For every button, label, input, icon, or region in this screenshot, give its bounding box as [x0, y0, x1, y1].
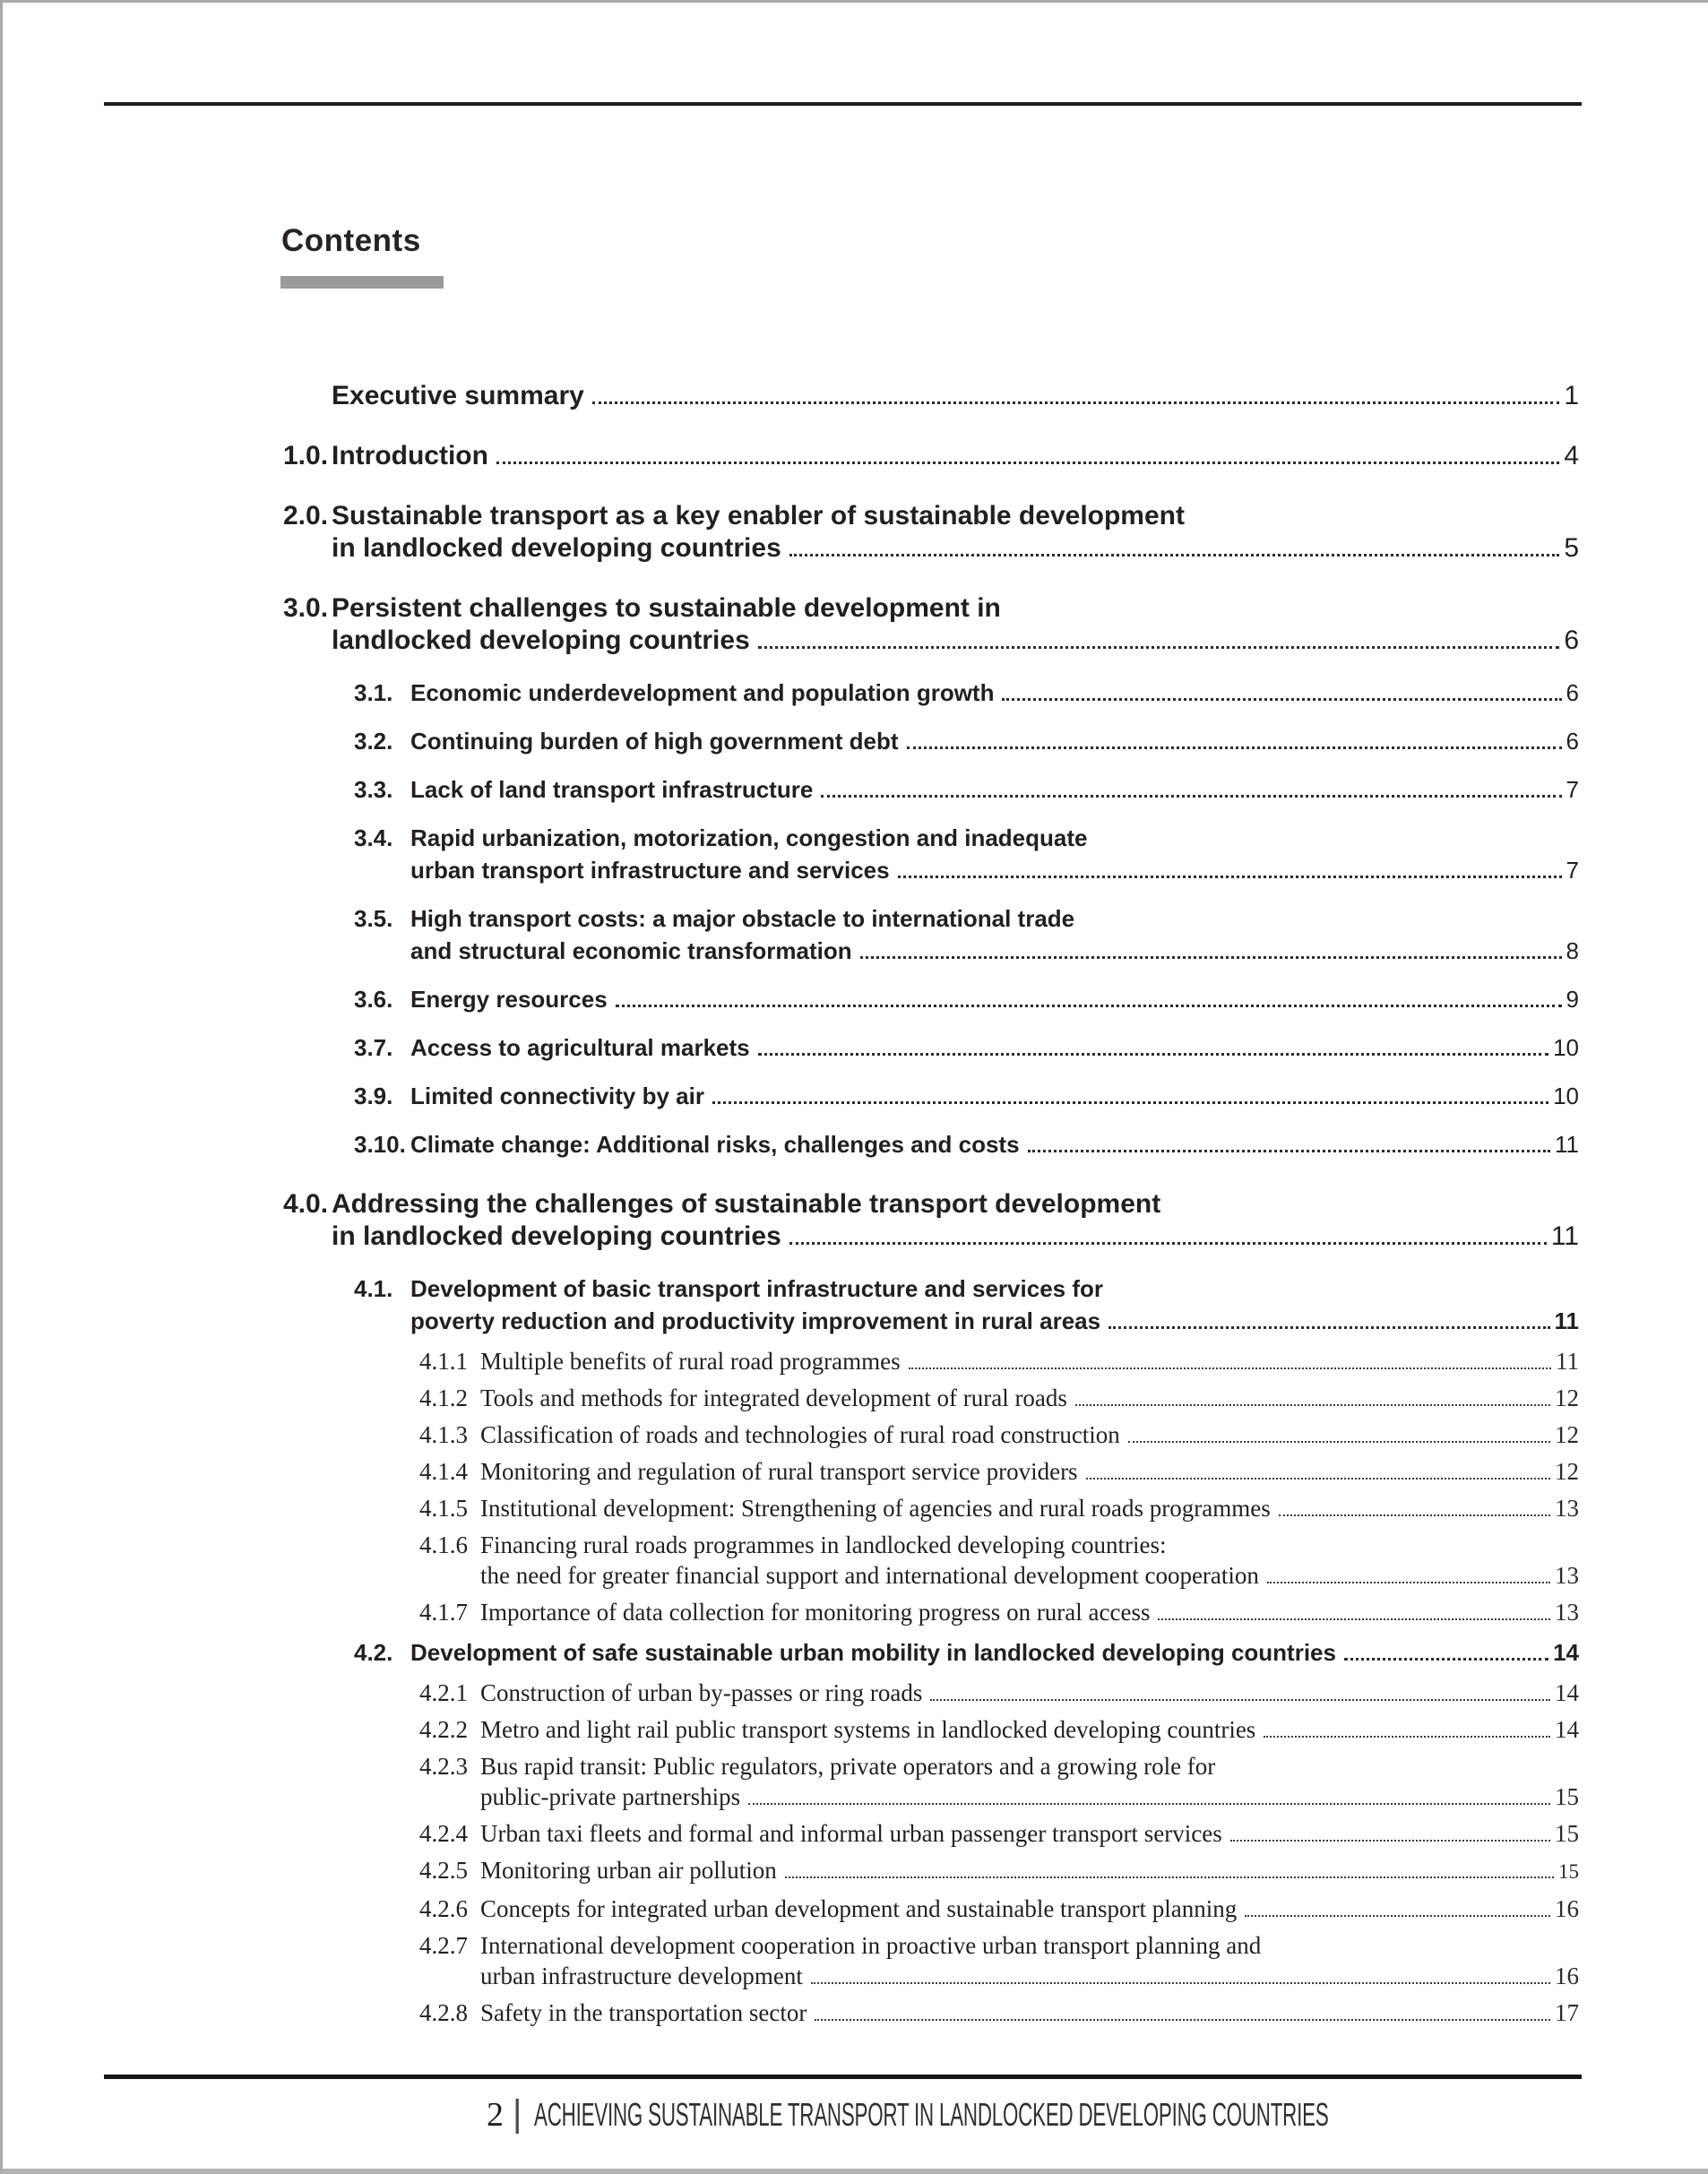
page-title: Contents	[281, 223, 421, 258]
footer-rule	[104, 2075, 1582, 2079]
toc-entry-title: the need for greater financial support and international development cooperation	[480, 1562, 1259, 1589]
dot-leader	[860, 956, 1562, 959]
toc-entry[interactable]	[283, 822, 1579, 886]
toc-entry[interactable]	[283, 1997, 1579, 2028]
toc-entry-page: 10	[1553, 1083, 1579, 1109]
dot-leader	[592, 401, 1559, 404]
toc-entry-title: Importance of data collection for monitoring progress on rural access	[480, 1599, 1151, 1626]
toc-entry[interactable]	[283, 1818, 1579, 1849]
toc-entry[interactable]	[283, 1128, 1579, 1160]
toc-entry[interactable]	[283, 1530, 1579, 1591]
toc-entry-title: Sustainable transport as a key enabler of sustainable development	[332, 501, 1185, 531]
toc-entry[interactable]	[283, 1678, 1579, 1708]
toc-entry-page: 16	[1555, 1895, 1579, 1922]
toc-entry[interactable]	[283, 1031, 1579, 1064]
dot-leader	[909, 1367, 1551, 1369]
toc-entry-page: 14	[1555, 1679, 1579, 1706]
toc-entry-title: Limited connectivity by air	[410, 1083, 704, 1109]
toc-entry[interactable]	[283, 1419, 1579, 1450]
toc-entry-title: Monitoring and regulation of rural transport service providers	[480, 1458, 1078, 1485]
toc-entry[interactable]	[283, 1383, 1579, 1413]
toc-entry-title: Introduction	[332, 441, 488, 470]
toc-entry-number: 3.4.	[354, 824, 393, 851]
toc-entry-title: Executive summary	[332, 381, 584, 410]
dot-leader	[616, 1005, 1562, 1007]
toc-entry[interactable]	[283, 1894, 1579, 1924]
toc-entry[interactable]	[283, 1493, 1579, 1523]
toc-entry-number: 4.1.5	[419, 1495, 468, 1522]
toc-entry[interactable]	[283, 1751, 1579, 1812]
dot-leader	[1344, 1658, 1548, 1661]
toc-entry[interactable]	[283, 1080, 1579, 1112]
toc-entry[interactable]	[283, 902, 1579, 967]
toc-entry-number: 1.0.	[283, 441, 329, 470]
toc-entry-number: 4.1.1	[419, 1348, 468, 1375]
dot-leader	[758, 646, 1560, 649]
dot-leader	[1002, 698, 1561, 701]
toc-entry-page: 9	[1566, 986, 1579, 1013]
dot-leader	[748, 1803, 1550, 1805]
toc-entry-title: High transport costs: a major obstacle to international trade	[410, 905, 1075, 932]
toc-entry-title: Energy resources	[410, 986, 608, 1013]
toc-entry[interactable]	[283, 983, 1579, 1015]
toc-entry-page: 12	[1555, 1458, 1579, 1485]
toc-entry-page: 12	[1555, 1421, 1579, 1448]
toc-entry[interactable]	[283, 677, 1579, 709]
dot-leader	[1230, 1840, 1550, 1842]
toc-entry-page: 14	[1555, 1716, 1579, 1743]
toc-entry-page: 10	[1553, 1034, 1579, 1061]
toc-entry-number: 4.1.4	[419, 1458, 468, 1485]
toc-entry-page: 14	[1553, 1639, 1579, 1666]
toc-entry-number: 4.2.6	[419, 1895, 468, 1922]
toc-entry-title: Climate change: Additional risks, challenges and costs	[410, 1131, 1020, 1158]
toc-entry-page: 15	[1555, 1783, 1579, 1810]
toc-entry-title: public-private partnerships	[480, 1783, 741, 1810]
toc-entry-number: 4.1.3	[419, 1421, 468, 1448]
toc-entry-number: 3.6.	[354, 986, 393, 1013]
toc-entry-title: Access to agricultural markets	[410, 1034, 750, 1061]
toc-entry-page: 12	[1555, 1385, 1579, 1411]
dot-leader	[821, 795, 1561, 798]
page-footer	[487, 2094, 1708, 2135]
toc-entry-page: 13	[1555, 1599, 1579, 1626]
dot-leader	[789, 554, 1560, 556]
toc-entry-number: 3.2.	[354, 728, 393, 755]
toc-entry-page: 13	[1555, 1562, 1579, 1589]
footer-separator: |	[513, 2092, 522, 2135]
toc-entry-title: Persistent challenges to sustainable development in	[332, 593, 1001, 623]
toc-entry-title: Multiple benefits of rural road programmes	[480, 1348, 901, 1375]
toc-entry[interactable]	[283, 380, 1579, 412]
toc-entry-title: Bus rapid transit: Public regulators, private operators and a growing role for	[480, 1753, 1216, 1780]
dot-leader	[815, 2019, 1550, 2021]
toc-entry[interactable]	[283, 725, 1579, 757]
toc-entry-title: Development of basic transport infrastructure and services for	[410, 1275, 1103, 1302]
dot-leader	[712, 1101, 1548, 1104]
toc-entry-title: Rapid urbanization, motorization, congestion and inadequate	[410, 824, 1088, 851]
toc-entry-number: 4.1.	[354, 1275, 393, 1302]
dot-leader	[1128, 1441, 1550, 1443]
toc-entry-number: 4.2.8	[419, 1999, 468, 2026]
toc-entry-number: 4.2.3	[419, 1753, 468, 1780]
toc-entry-title: Construction of urban by-passes or ring roads	[480, 1679, 923, 1706]
toc-entry-page: 16	[1555, 1963, 1579, 1989]
toc-entry-title: Financing rural roads programmes in landlocked developing countries:	[480, 1531, 1167, 1558]
toc-entry-title: Addressing the challenges of sustainable transport development	[332, 1189, 1161, 1219]
toc-entry-number: 4.2.4	[419, 1820, 468, 1847]
toc-entry-title: Safety in the transportation sector	[480, 1999, 807, 2026]
toc-entry[interactable]	[283, 1930, 1579, 1991]
dot-leader	[785, 1876, 1554, 1878]
dot-leader	[1075, 1404, 1550, 1406]
dot-leader	[1086, 1478, 1550, 1480]
dot-leader	[789, 1242, 1547, 1245]
toc-entry-title: in landlocked developing countries	[332, 1221, 781, 1251]
toc-entry-page: 11	[1550, 1221, 1579, 1251]
dot-leader	[930, 1699, 1550, 1701]
dot-leader	[898, 876, 1562, 878]
toc-entry-number: 4.1.2	[419, 1385, 468, 1411]
toc-entry-title: urban transport infrastructure and services	[410, 857, 890, 884]
toc-entry-page: 15	[1555, 1820, 1579, 1847]
toc-entry-page: 11	[1555, 1131, 1579, 1158]
toc-entry-title: International development cooperation in proactive urban transport planning and	[480, 1932, 1262, 1959]
toc-entry-page: 13	[1555, 1495, 1579, 1522]
toc-entry-title: Classification of roads and technologies of rural road construction	[480, 1421, 1120, 1448]
toc-entry-title: landlocked developing countries	[332, 625, 750, 655]
toc-entry-page: 6	[1564, 625, 1579, 655]
toc-entry[interactable]	[283, 1272, 1579, 1337]
toc-entry-number: 3.9.	[354, 1083, 393, 1109]
toc-entry[interactable]	[283, 773, 1579, 806]
dot-leader	[1158, 1618, 1550, 1620]
toc-entry-title: Lack of land transport infrastructure	[410, 776, 814, 803]
dot-leader	[1267, 1582, 1550, 1583]
table-of-contents	[283, 380, 1579, 2034]
toc-entry[interactable]	[283, 1597, 1579, 1627]
toc-entry-page: 15	[1558, 1860, 1579, 1883]
dot-leader	[1279, 1514, 1550, 1516]
toc-entry-number: 4.2.2	[419, 1716, 468, 1743]
toc-entry[interactable]	[283, 592, 1579, 657]
footer-page-number: 2	[487, 2096, 504, 2134]
toc-entry-number: 3.1.	[354, 679, 393, 706]
toc-entry-title: and structural economic transformation	[410, 937, 852, 964]
toc-entry-title: in landlocked developing countries	[332, 533, 781, 563]
toc-entry-title: Economic underdevelopment and population growth	[410, 679, 995, 706]
toc-entry-page: 11	[1554, 1307, 1579, 1334]
dot-leader	[758, 1053, 1548, 1056]
toc-entry-title: Development of safe sustainable urban mobility in landlocked developing countries	[410, 1639, 1336, 1666]
toc-entry-page: 7	[1566, 776, 1579, 803]
toc-entry[interactable]	[283, 500, 1579, 565]
toc-entry-number: 4.2.7	[419, 1932, 468, 1959]
toc-entry-number: 4.2.	[354, 1639, 393, 1666]
dot-leader	[1108, 1326, 1549, 1329]
toc-entry-title: poverty reduction and productivity improvement in rural areas	[410, 1307, 1101, 1334]
dot-leader	[1245, 1915, 1550, 1917]
toc-entry-page: 17	[1555, 1999, 1579, 2026]
toc-entry[interactable]	[283, 1346, 1579, 1376]
toc-entry-page: 1	[1564, 381, 1579, 410]
toc-entry[interactable]	[283, 1714, 1579, 1745]
toc-entry-number: 3.0.	[283, 593, 329, 623]
toc-entry-number: 2.0.	[283, 501, 329, 531]
dot-leader	[496, 462, 1559, 464]
toc-entry-number: 3.5.	[354, 905, 393, 932]
toc-entry-page: 6	[1566, 728, 1579, 755]
toc-entry-title: Concepts for integrated urban development and sustainable transport planning	[480, 1895, 1238, 1922]
toc-entry-number: 4.2.5	[419, 1857, 468, 1884]
dot-leader	[1028, 1150, 1550, 1152]
toc-entry-number: 4.0.	[283, 1189, 329, 1219]
toc-entry-title: urban infrastructure development	[480, 1963, 803, 1989]
dot-leader	[907, 746, 1562, 749]
toc-entry[interactable]	[283, 1456, 1579, 1487]
toc-entry-page: 5	[1564, 533, 1579, 563]
toc-entry-number: 4.1.6	[419, 1531, 468, 1558]
footer-running-title: ACHIEVING SUSTAINABLE TRANSPORT IN LANDLOCKED DEVELOPING COUNTRIES	[534, 2096, 1329, 2133]
toc-entry-number: 3.3.	[354, 776, 393, 803]
dot-leader	[1264, 1736, 1550, 1738]
toc-entry-number: 4.2.1	[419, 1679, 468, 1706]
header-rule	[104, 102, 1582, 106]
toc-entry-title: Urban taxi fleets and formal and informal urban passenger transport services	[480, 1820, 1222, 1847]
dot-leader	[811, 1982, 1550, 1984]
toc-entry-number: 3.10.	[354, 1131, 406, 1158]
title-accent-bar	[280, 276, 444, 289]
toc-entry-page: 11	[1556, 1348, 1579, 1375]
toc-entry-page: 7	[1566, 857, 1579, 884]
toc-entry-title: Institutional development: Strengthening of agencies and rural roads programmes	[480, 1495, 1271, 1522]
toc-entry-number: 4.1.7	[419, 1599, 468, 1626]
toc-entry-title: Tools and methods for integrated development of rural roads	[480, 1385, 1067, 1411]
toc-entry[interactable]	[283, 1855, 1579, 1887]
toc-entry-number: 3.7.	[354, 1034, 393, 1061]
toc-entry-page: 6	[1566, 679, 1579, 706]
toc-entry-title: Monitoring urban air pollution	[480, 1857, 777, 1884]
toc-entry-title: Metro and light rail public transport systems in landlocked developing countries	[480, 1716, 1256, 1743]
toc-entry[interactable]	[283, 1188, 1579, 1253]
toc-entry[interactable]	[283, 1636, 1579, 1669]
toc-entry-title: Continuing burden of high government debt	[410, 728, 899, 755]
toc-entry[interactable]	[283, 440, 1579, 472]
toc-entry-page: 8	[1566, 937, 1579, 964]
toc-entry-page: 4	[1564, 441, 1579, 470]
